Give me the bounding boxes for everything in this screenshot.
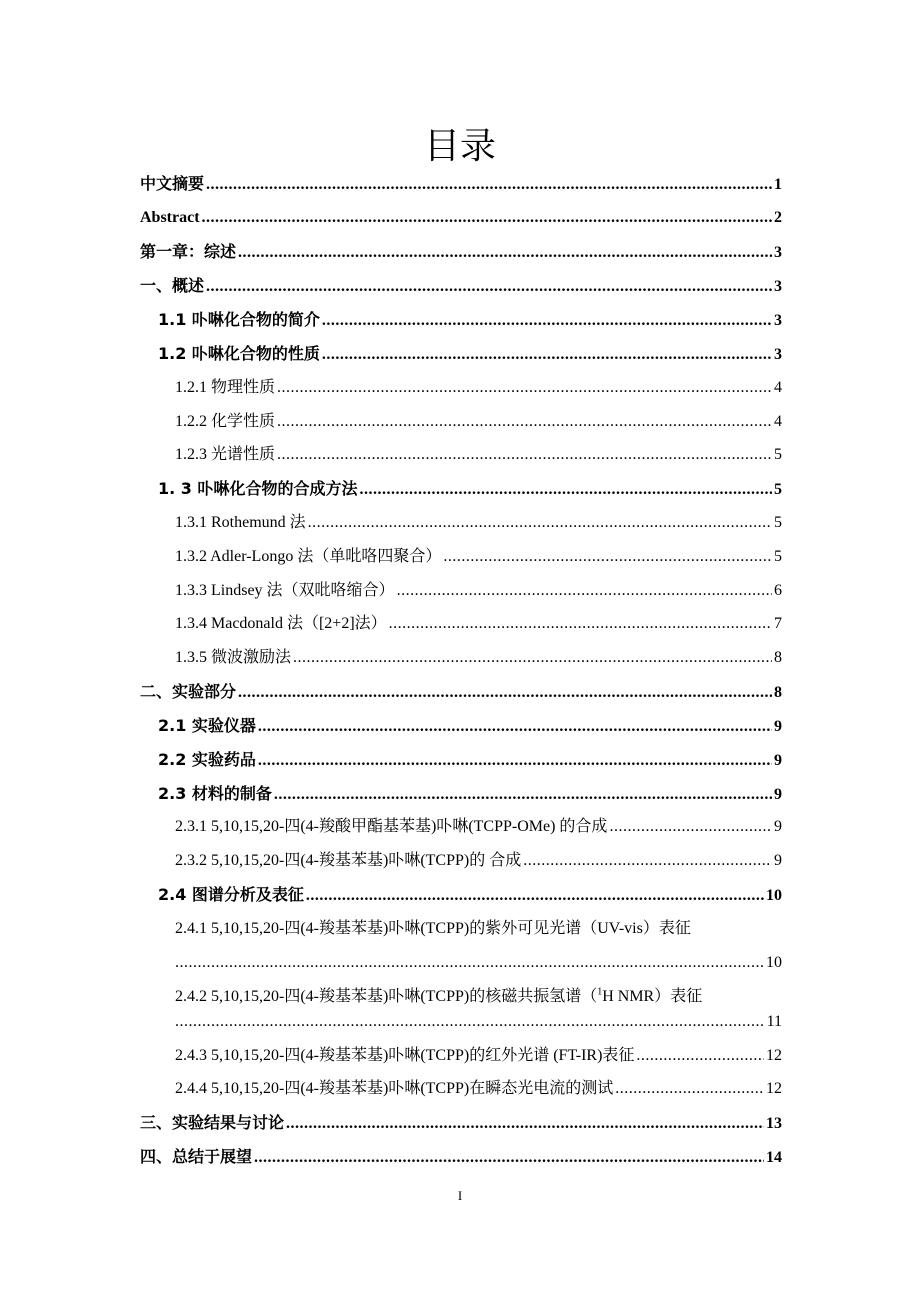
toc-leader-dots: [277, 410, 772, 434]
toc-leader-dots: [609, 815, 772, 839]
toc-leader-dots: [277, 376, 772, 400]
toc-page-number: 3: [774, 346, 782, 363]
toc-entry-label: 1.2 卟啉化合物的性质: [158, 344, 320, 363]
toc-page-number: 7: [774, 615, 782, 632]
toc-leader-dots: [360, 478, 773, 502]
toc-entry-2-3-1[interactable]: [175, 815, 782, 839]
toc-entry-1-3-5[interactable]: [175, 646, 782, 670]
toc-page-number: 9: [774, 752, 782, 769]
toc-page-number: 3: [774, 244, 782, 261]
toc-leader-dots: [389, 612, 772, 636]
toc-entry-label-part: 2.4.2 5,10,15,20-四(4-羧基苯基)卟啉(TCPP)的核磁共振氢谱（: [175, 988, 598, 1005]
toc-page-number: 2: [774, 209, 782, 226]
toc-entry-label: 2.4.4 5,10,15,20-四(4-羧基苯基)卟啉(TCPP)在瞬态光电流的测试: [175, 1080, 614, 1097]
toc-entry-label: 1. 3 卟啉化合物的合成方法: [158, 479, 358, 498]
toc-entry-chapter-one[interactable]: [140, 240, 782, 265]
page-number-footer: I: [457, 1188, 463, 1203]
toc-page-number: 14: [766, 1149, 782, 1166]
toc-entry-2-4-2-label[interactable]: [175, 985, 702, 1009]
toc-entry-1-3-2[interactable]: [175, 545, 782, 569]
toc-entry-2-4[interactable]: [158, 883, 782, 908]
toc-entry-1-3-4[interactable]: [175, 612, 782, 636]
toc-leader-dots: [202, 206, 772, 230]
toc-entry-label-part: H NMR）表征: [602, 988, 703, 1005]
toc-entry-2-4-4[interactable]: [175, 1077, 782, 1101]
toc-entry-label: 2.4 图谱分析及表征: [158, 885, 304, 904]
toc-page-number: 4: [774, 379, 782, 396]
toc-entry-label: 一、概述: [140, 276, 205, 295]
toc-entry-overview[interactable]: [140, 274, 782, 299]
toc-entry-2-4-1[interactable]: [175, 951, 782, 975]
toc-page-number: 8: [774, 684, 782, 701]
toc-page-number: 1: [774, 176, 782, 193]
toc-page-number: 5: [774, 481, 782, 498]
toc-entry-label: 1.2.2 化学性质: [175, 413, 276, 430]
toc-leader-dots: [293, 646, 772, 670]
toc-entry-label: 三、实验结果与讨论: [140, 1113, 285, 1132]
toc-leader-dots: [206, 275, 772, 299]
toc-leader-dots: [286, 1112, 764, 1136]
toc-page-number: 9: [774, 852, 782, 869]
toc-entry-conclusion[interactable]: [140, 1145, 782, 1170]
toc-entry-label: Abstract: [140, 209, 200, 226]
toc-entry-label: 1.3.3 Lindsey 法（双吡咯缩合）: [175, 582, 395, 599]
toc-page-number: 9: [774, 718, 782, 735]
toc-title: 目录: [423, 126, 496, 167]
superscript: 1: [597, 986, 603, 998]
toc-leader-dots: [277, 443, 772, 467]
toc-entry-chinese-abstract[interactable]: [140, 172, 782, 197]
toc-page-number: 9: [774, 818, 782, 835]
toc-entry-2-3[interactable]: [158, 782, 782, 807]
toc-entry-label: 四、总结于展望: [140, 1147, 253, 1166]
toc-entry-2-4-2[interactable]: [175, 1010, 782, 1034]
toc-page-number: 3: [774, 278, 782, 295]
toc-entry-label: 2.3.1 5,10,15,20-四(4-羧酸甲酯基苯基)卟啉(TCPP-OMe) 的合成: [175, 818, 608, 835]
toc-page-number: 8: [774, 649, 782, 666]
toc-entry-2-4-1-label[interactable]: 2.4.1 5,10,15,20-四(4-羧基苯基)卟啉(TCPP)的紫外可见光谱（UV-vis）表征: [175, 920, 691, 937]
toc-entry-label: 2.2 实验药品: [158, 750, 256, 769]
toc-leader-dots: [274, 783, 772, 807]
toc-leader-dots: [254, 1146, 764, 1170]
toc-entry-2-4-3[interactable]: [175, 1044, 782, 1068]
toc-page-number: 4: [774, 413, 782, 430]
toc-entry-label: 1.3.5 微波激励法: [175, 649, 292, 666]
toc-entry-label: 2.3.2 5,10,15,20-四(4-羧基苯基)卟啉(TCPP)的 合成: [175, 852, 522, 869]
toc-page-number: 11: [766, 1013, 782, 1030]
toc-entry-2-2[interactable]: [158, 748, 782, 773]
toc-leader-dots: [175, 951, 764, 975]
toc-leader-dots: [258, 715, 772, 739]
toc-entry-1-1[interactable]: [158, 308, 782, 333]
toc-entry-experimental[interactable]: [140, 680, 782, 705]
toc-leader-dots: [322, 309, 772, 333]
toc-entry-1-3-3[interactable]: [175, 579, 782, 603]
toc-leader-dots: [238, 681, 772, 705]
toc-leader-dots: [258, 749, 772, 773]
toc-entry-label: 2.1 实验仪器: [158, 716, 256, 735]
toc-entry-results[interactable]: [140, 1111, 782, 1136]
toc-page-number: 3: [774, 312, 782, 329]
toc-page-number: 5: [774, 446, 782, 463]
toc-page-number: 12: [766, 1047, 782, 1064]
toc-leader-dots: [308, 511, 772, 535]
toc-leader-dots: [175, 1010, 765, 1034]
toc-page-number: 13: [766, 1115, 782, 1132]
toc-leader-dots: [206, 173, 772, 197]
toc-entry-label: 1.1 卟啉化合物的简介: [158, 310, 320, 329]
toc-entry-label: 第一章：综述: [140, 242, 237, 261]
toc-leader-dots: [397, 579, 772, 603]
toc-leader-dots: [615, 1077, 764, 1101]
toc-entry-1-2[interactable]: [158, 342, 782, 367]
toc-leader-dots: [306, 884, 764, 908]
toc-entry-label: 1.3.4 Macdonald 法（[2+2]法）: [175, 615, 387, 632]
toc-page-number: 5: [774, 548, 782, 565]
toc-entry-label: 1.2.3 光谱性质: [175, 446, 276, 463]
toc-page-number: 12: [766, 1080, 782, 1097]
toc-entry-label: 中文摘要: [140, 174, 205, 193]
toc-entry-1-2-2[interactable]: [175, 410, 782, 434]
toc-page-number: 10: [766, 954, 782, 971]
toc-entry-1-2-1[interactable]: [175, 376, 782, 400]
toc-leader-dots: [443, 545, 772, 569]
toc-page-number: 9: [774, 786, 782, 803]
toc-entry-label: 二、实验部分: [140, 682, 237, 701]
toc-entry-label: 2.4.3 5,10,15,20-四(4-羧基苯基)卟啉(TCPP)的红外光谱 (FT-IR)表征: [175, 1047, 635, 1064]
toc-entry-1-2-3[interactable]: [175, 443, 782, 467]
toc-entry-abstract[interactable]: [140, 206, 782, 230]
toc-entry-2-1[interactable]: [158, 714, 782, 739]
toc-page-number: 10: [766, 887, 782, 904]
toc-entry-2-3-2[interactable]: [175, 849, 782, 873]
toc-leader-dots: [523, 849, 772, 873]
toc-entry-label: 1.3.2 Adler-Longo 法（单吡咯四聚合）: [175, 548, 442, 565]
toc-page-number: 5: [774, 514, 782, 531]
toc-entry-label: 2.3 材料的制备: [158, 784, 272, 803]
toc-leader-dots: [636, 1044, 764, 1068]
toc-entry-label: 1.2.1 物理性质: [175, 379, 276, 396]
toc-leader-dots: [238, 241, 772, 265]
toc-entry-label: 1.3.1 Rothemund 法: [175, 514, 306, 531]
toc-entry-1-3-1[interactable]: [175, 511, 782, 535]
toc-entry-1-3[interactable]: [158, 477, 782, 502]
toc-leader-dots: [322, 343, 772, 367]
toc-page-number: 6: [774, 582, 782, 599]
